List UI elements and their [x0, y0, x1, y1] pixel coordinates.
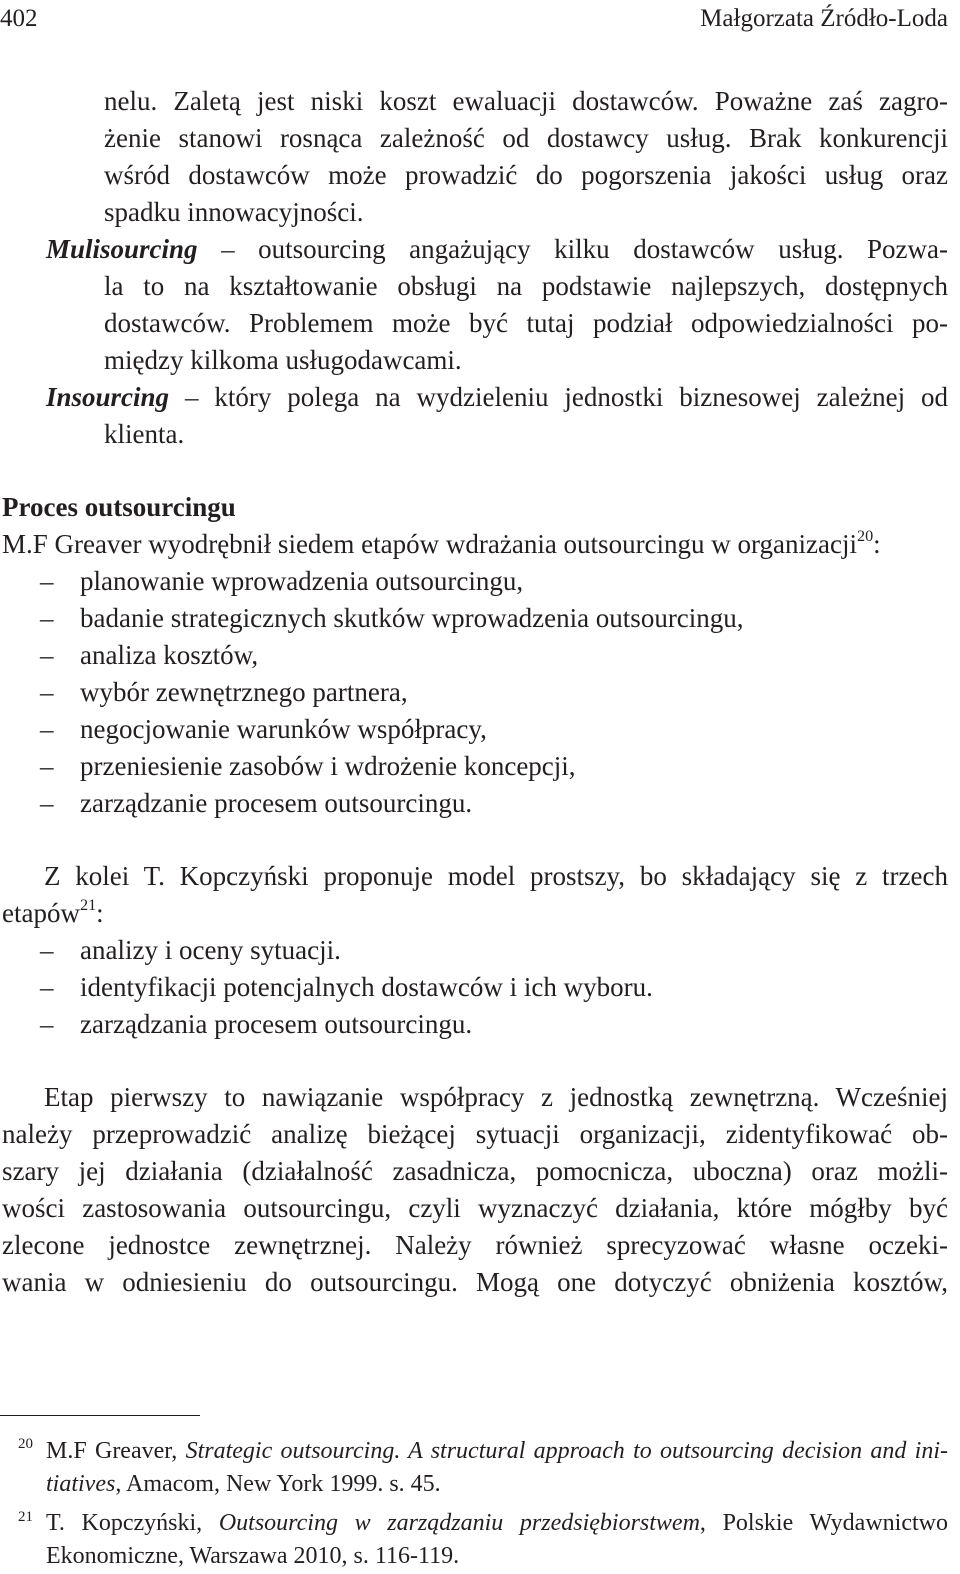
- list-item: [0, 563, 900, 600]
- body-line: [2, 895, 104, 932]
- list-item: [0, 969, 900, 1006]
- list-item-text: negocjowanie warunków współpracy,: [80, 714, 487, 744]
- list-item: [0, 674, 900, 711]
- list-dash: –: [40, 751, 54, 781]
- list-item: [0, 637, 900, 674]
- footnote-title: Strategic outsourcing. A structural approach to outsourcing decision and ini-: [185, 1438, 949, 1464]
- footnote-number: 21: [18, 1509, 33, 1525]
- body-line: nelu. Zaletą jest niski koszt ewaluacji dostawców. Poważne zaś zagro-: [104, 86, 948, 116]
- body-line: żenie stanowi rosnąca zależność od dostawcy usług. Brak konkurencji: [104, 123, 948, 153]
- footnote-author: M.F Greaver,: [46, 1438, 186, 1464]
- footnote-title: Outsourcing w zarządzaniu przedsiębiorstwem: [218, 1510, 700, 1536]
- list-item: [0, 932, 900, 969]
- list-dash: –: [40, 566, 54, 596]
- list-item: [0, 748, 900, 785]
- body-line: wania w odniesieniu do outsourcingu. Mogą one dotyczyć obniżenia kosztów,: [2, 1267, 948, 1297]
- footnote-line: Ekonomiczne, Warszawa 2010, s. 116-119.: [46, 1543, 460, 1569]
- list-dash: –: [40, 640, 54, 670]
- page-number: 402: [0, 5, 38, 32]
- body-text: etapów: [2, 898, 80, 928]
- list-dash: –: [40, 972, 54, 1002]
- list-item-text: przeniesienie zasobów i wdrożenie koncepcji,: [80, 751, 576, 781]
- term-multisourcing: Mulisourcing: [46, 234, 198, 264]
- body-line: między kilkoma usługodawcami.: [104, 345, 462, 375]
- list-item-text: zarządzania procesem outsourcingu.: [80, 1009, 473, 1039]
- list-dash: –: [40, 603, 54, 633]
- footnote-line: [46, 1434, 948, 1469]
- definition-multisourcing: [46, 231, 948, 268]
- body-line: spadku innowacyjności.: [104, 197, 364, 227]
- list-item: [0, 1006, 900, 1043]
- list-item-text: analiza kosztów,: [80, 640, 259, 670]
- body-line: zlecone jednostce zewnętrznej. Należy również sprecyzować własne oczeki-: [2, 1230, 948, 1260]
- list-item-text: planowanie wprowadzenia outsourcingu,: [80, 566, 524, 596]
- list-dash: –: [40, 788, 54, 818]
- definition-text: – który polega na wydzieleniu jednostki biznesowej zależnej od: [169, 382, 948, 412]
- term-insourcing: Insourcing: [46, 382, 170, 412]
- footnote-publisher: , Amacom, New York 1999. s. 45.: [115, 1471, 441, 1497]
- body-line: wości zastosowania outsourcingu, czyli wyznaczyć działania, które mógłby być: [2, 1193, 948, 1223]
- footnote-line: [46, 1467, 441, 1502]
- footnote-separator: [0, 1415, 200, 1416]
- body-line: la to na kształtowanie obsługi na podstawie najlepszych, dostępnych: [104, 271, 948, 301]
- list-dash: –: [40, 935, 54, 965]
- list-item-text: analizy i oceny sytuacji.: [80, 935, 341, 965]
- body-line: wśród dostawców może prowadzić do pogorszenia jakości usług oraz: [104, 160, 948, 190]
- section-heading: Proces outsourcingu: [2, 492, 236, 522]
- definition-text: – outsourcing angażujący kilku dostawców usług. Pozwa-: [197, 234, 948, 264]
- body-line: Etap pierwszy to nawiązanie współpracy z jednostką zewnętrzną. Wcześniej: [44, 1082, 948, 1112]
- list-dash: –: [40, 677, 54, 707]
- intro-text: M.F Greaver wyodrębnił siedem etapów wdrażania outsourcingu w organizacji: [2, 529, 857, 559]
- list-item: [0, 600, 900, 637]
- footnote-publisher: , Polskie Wydawnictwo: [699, 1510, 948, 1536]
- footnote-ref-21: 21: [79, 895, 97, 914]
- footnote-number: 20: [18, 1436, 33, 1452]
- list-item-text: badanie strategicznych skutków wprowadzenia outsourcingu,: [80, 603, 744, 633]
- list-dash: –: [40, 1009, 54, 1039]
- list-item: [0, 785, 900, 822]
- list-item-text: wybór zewnętrznego partnera,: [80, 677, 408, 707]
- body-line: klienta.: [104, 419, 185, 449]
- running-header: [0, 2, 948, 36]
- footnote-title: tiatives: [46, 1471, 116, 1497]
- definition-insourcing: [46, 379, 948, 416]
- footnote-ref-20: 20: [856, 526, 874, 545]
- list-item-text: identyfikacji potencjalnych dostawców i ich wyboru.: [80, 972, 653, 1002]
- list-dash: –: [40, 714, 54, 744]
- running-head-author: Małgorzata Źródło-Loda: [700, 5, 948, 32]
- footnote-line: [46, 1506, 948, 1541]
- footnote-author: T. Kopczyński,: [46, 1510, 219, 1536]
- body-line: dostawców. Problemem może być tutaj podział odpowiedzialności po-: [104, 308, 948, 338]
- body-colon: :: [96, 898, 104, 928]
- body-line: Z kolei T. Kopczyński proponuje model prostszy, bo składający się z trzech: [44, 861, 948, 891]
- body-line: należy przeprowadzić analizę bieżącej sytuacji organizacji, zidentyfikować ob-: [2, 1119, 948, 1149]
- intro-colon: :: [873, 529, 881, 559]
- list-item: [0, 711, 900, 748]
- list-item-text: zarządzanie procesem outsourcingu.: [80, 788, 473, 818]
- body-line: szary jej działania (działalność zasadnicza, pomocnicza, uboczna) oraz możli-: [2, 1156, 948, 1186]
- section-intro: [2, 526, 881, 563]
